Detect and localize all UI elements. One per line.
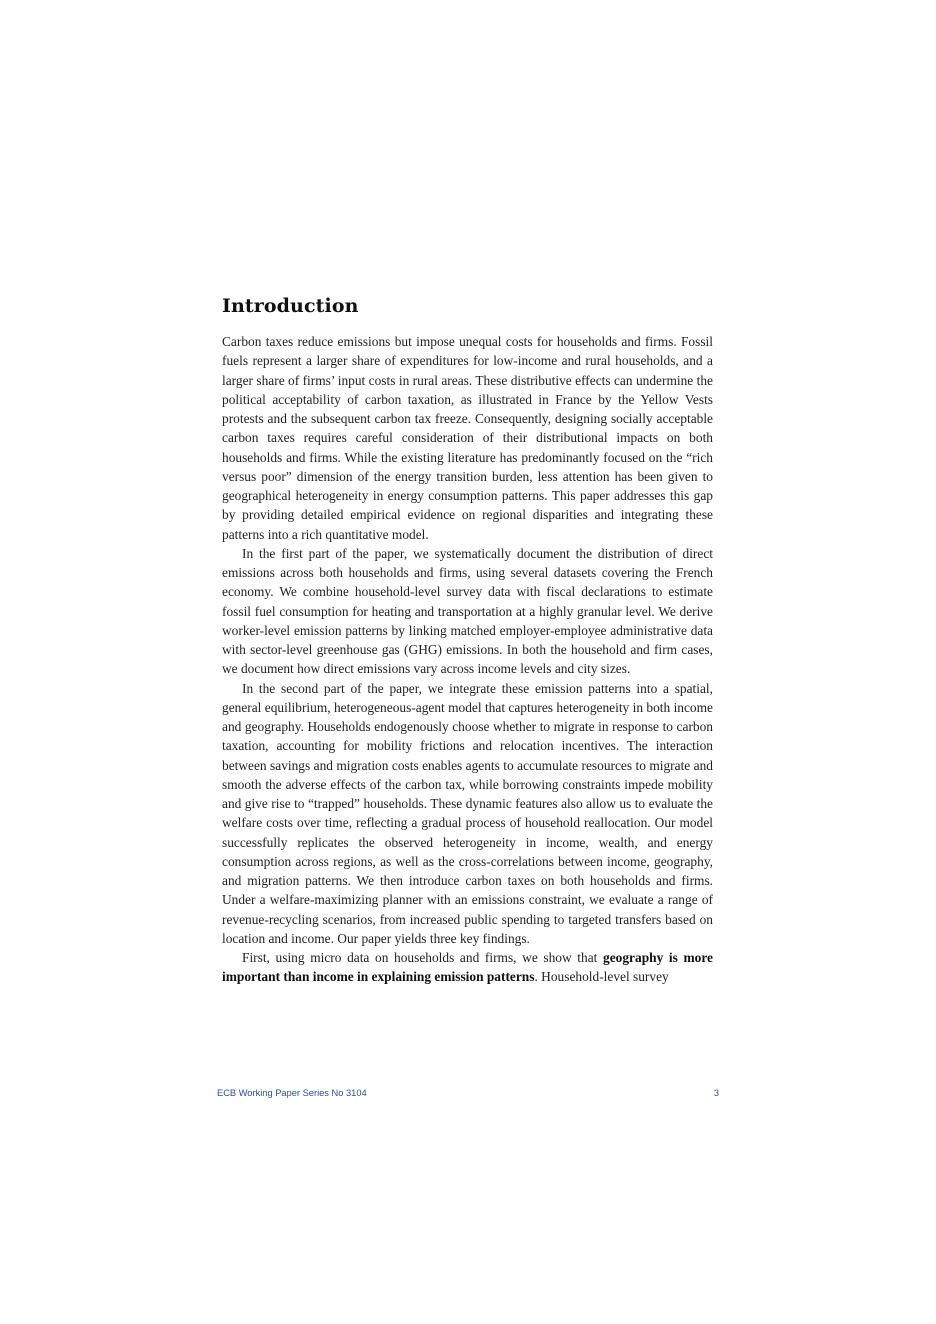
paragraph-4 bbox=[222, 948, 713, 987]
footer-series-link[interactable]: ECB Working Paper Series No 3104 bbox=[217, 1088, 367, 1098]
paragraph-4-end: . Household-level survey bbox=[534, 969, 669, 985]
key-finding-emphasis: geography is more important than income in explaining emission patterns bbox=[222, 950, 713, 985]
paragraph-1: Carbon taxes reduce emissions but impose unequal costs for households and firms. Fossil fuels represent a larger share of expenditures for low-income and rural households, and a larger share of firms’ input costs in rural areas. These distributive effects can undermine the political acceptability of carbon taxation, as illustrated in France by the Yellow Vests protests and the subsequent carbon tax freeze. Consequently, designing socially acceptable carbon taxes requires careful consideration of their distributional impacts on both households and firms. While the existing literature has predominantly focused on the “rich versus poor” dimension of the energy transition burden, less attention has been given to geographical heterogeneity in energy consumption patterns. This paper addresses this gap by providing detailed empirical evidence on regional disparities and integrating these patterns into a rich quantitative model. bbox=[222, 334, 713, 542]
paragraph-3: In the second part of the paper, we integrate these emission patterns into a spatial, general equilibrium, heterogeneous-agent model that captures heterogeneity in both income and geography. Households endogenously choose whether to migrate in response to carbon taxation, accounting for mobility frictions and relocation incentives. The interaction between savings and migration costs enables agents to accumulate resources to migrate and smooth the adverse effects of the carbon tax, while borrowing constraints impede mobility and give rise to “trapped” households. These dynamic features also allow us to evaluate the welfare costs over time, reflecting a gradual process of household reallocation. Our model successfully replicates the observed heterogeneity in income, wealth, and energy consumption across regions, as well as the cross-correlations between income, geography, and migration patterns. We then introduce carbon taxes on both households and firms. Under a welfare-maximizing planner with an emissions constraint, we evaluate a range of revenue-recycling scenarios, from increased public spending to targeted transfers based on location and income. Our paper yields three key findings. bbox=[222, 680, 713, 946]
paragraph-2: In the first part of the paper, we systematically document the distribution of direct emissions across both households and firms, using several datasets covering the French economy. We combine household-level survey data with fiscal declarations to estimate fossil fuel consumption for heating and transportation at a highly granular level. We derive worker-level emission patterns by linking matched employer-employee administrative data with sector-level greenhouse gas (GHG) emissions. In both the household and firm cases, we document how direct emissions vary across income levels and city sizes. bbox=[222, 545, 713, 677]
section-title: Introduction bbox=[222, 295, 359, 317]
body-text bbox=[222, 332, 713, 987]
paragraph-4-start: First, using micro data on households and firms, we show that bbox=[242, 950, 604, 965]
footer-page-number: 3 bbox=[713, 1088, 719, 1098]
